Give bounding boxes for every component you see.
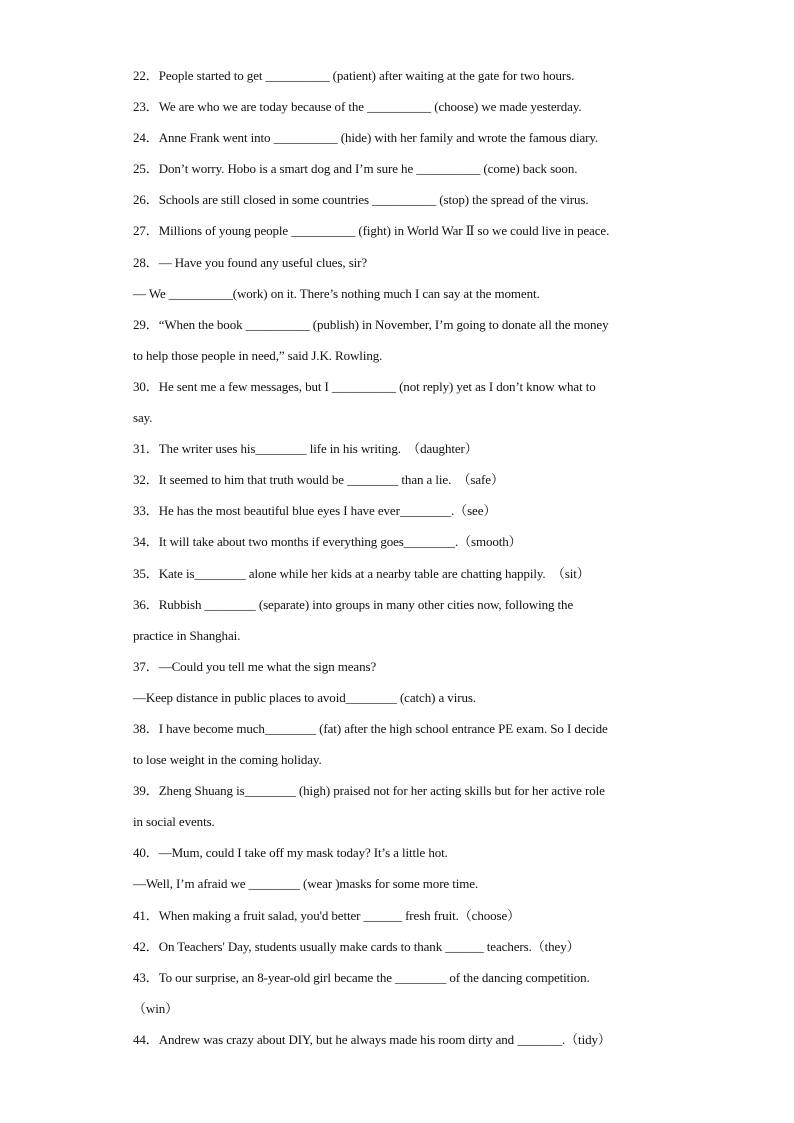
text-line: 22．People started to get __________ (patient) after waiting at the gate for two hours.	[133, 68, 575, 83]
exercise-list	[133, 65, 673, 1060]
text-line: 40．—Mum, could I take off my mask today? It’s a little hot.	[133, 845, 448, 861]
text-line: 38．I have become much________ (fat) after the high school entrance PE exam. So I decide	[133, 720, 608, 736]
text-line: 42．On Teachers' Day, students usually make cards to thank ______ teachers.（they）	[133, 938, 580, 954]
text-line: —Well, I’m afraid we ________ (wear )masks for some more time.	[133, 876, 479, 892]
text-line: 41．When making a fruit salad, you'd better ______ fresh fruit.（choose）	[133, 907, 521, 923]
text-line: in social events.	[133, 814, 215, 830]
text-line: 29．“When the book __________ (publish) in November, I’m going to donate all the money	[133, 316, 609, 332]
text-line: 36．Rubbish ________ (separate) into groups in many other cities now, following the	[133, 596, 574, 612]
text-line: （win）	[133, 1000, 179, 1016]
text-line: practice in Shanghai.	[133, 627, 241, 643]
text-line: to help those people in need,” said J.K. Rowling.	[133, 347, 383, 363]
text-line: 32．It seemed to him that truth would be ________ than a lie. （safe）	[133, 472, 504, 488]
text-line: 37．—Could you tell me what the sign means?	[133, 658, 377, 674]
text-line: 39．Zheng Shuang is________ (high) praised not for her acting skills but for her active role	[133, 783, 605, 799]
text-line: 35．Kate is________ alone while her kids at a nearby table are chatting happily. （sit）	[133, 565, 590, 581]
text-line: 25．Don’t worry. Hobo is a smart dog and I’m sure he __________ (come) back soon.	[133, 161, 578, 177]
text-line: 26．Schools are still closed in some countries __________ (stop) the spread of the virus.	[133, 192, 589, 208]
text-line: 43．To our surprise, an 8-year-old girl became the ________ of the dancing competition.	[133, 969, 590, 985]
text-line: 28．— Have you found any useful clues, sir?	[133, 254, 368, 270]
text-line: 31．The writer uses his________ life in his writing. （daughter）	[133, 441, 478, 457]
text-line: 23．We are who we are today because of the __________ (choose) we made yesterday.	[133, 99, 582, 115]
text-line: 33．He has the most beautiful blue eyes I have ever________.（see）	[133, 503, 497, 519]
text-line: —Keep distance in public places to avoid________ (catch) a virus.	[133, 689, 476, 705]
text-line: to lose weight in the coming holiday.	[133, 752, 322, 768]
text-line: 34．It will take about two months if everything goes________.（smooth）	[133, 534, 522, 550]
text-line: 30．He sent me a few messages, but I __________ (not reply) yet as I don’t know what to	[133, 378, 596, 394]
text-line: 27．Millions of young people __________ (fight) in World War Ⅱ so we could live in peace.	[133, 223, 610, 239]
text-line: 24．Anne Frank went into __________ (hide) with her family and wrote the famous diary.	[133, 130, 599, 146]
text-line: say.	[133, 410, 153, 426]
text-line: 44．Andrew was crazy about DIY, but he always made his room dirty and _______.（tidy）	[133, 1031, 611, 1047]
text-line: — We __________(work) on it. There’s nothing much I can say at the moment.	[133, 285, 540, 301]
